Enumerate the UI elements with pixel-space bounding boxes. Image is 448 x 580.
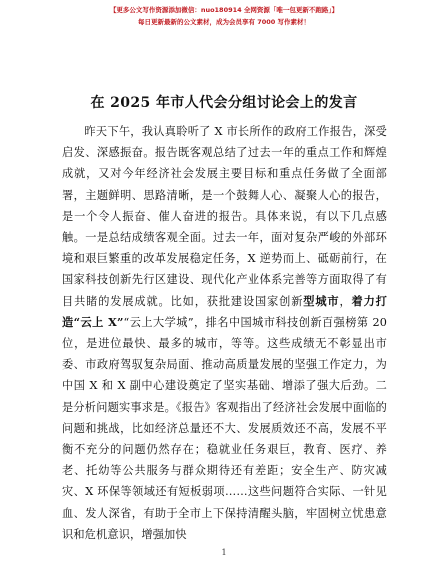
body-text-part-2: ， [339,294,352,308]
body-bold-2: 着力打造“云上 X” [62,293,388,329]
promo-banner [0,4,448,28]
body-paragraph [62,121,387,545]
promo-line-2: 每日更新最新的公文素材，成为会员享有 7000 写作素材！ [137,18,311,26]
document-body [62,121,387,545]
body-text-part-1: 昨天下午，我认真聆听了 X 市长所作的政府工作报告，深受启发、深感振奋。报告既客观总结了过去一年的重点工作和辉煌成就，又对今年经济社会发展主要目标和重点任务做了全面部署，主题鲜明、思路清晰，是一个鼓舞人心、凝聚人心的报告，是一个令人振奋、催人奋进的报告。具体来说，有以下几点感触。一是总结成绩客观全面。过去一年，面对复杂严峻的外部环境和艰巨繁重的改革发展稳定任务，X 逆势而上、砥砺前行，在国家科技创新先行区建设、现代化产业体系完善等方面取得了有目共睹的发展成就。比如，获批建设国家创新 [62,125,387,308]
body-bold-1: 型城市 [303,293,340,308]
body-text-part-3: “云上大学城”，排名中国城市科技创新百强榜第 20 位，是进位最快、最多的城市，等等。这些成绩无不彰显出市委、市政府驾驭复杂局面、推动高质量发展的坚强工作定力，为中国 X 和 X 副中心建设奠定了坚实基础、增添了强大后劲。二是分析问题实事求是。《报告》客观指出了经济社会发展中面临的问题和挑战，比如经济总量还不大、发展质效还不高，发展不平衡不充分的问题仍然存在；稳就业任务艰巨，教育、医疗、养老、托幼等公共服务与群众期待还有差距；安全生产、防灾减灾、X 环保等领域还有短板弱项……这些问题符合实际、一针见血、发人深省，有助于全市上下保持清醒头脑，牢固树立忧患意识和危机意识，增强加快 [62,315,388,541]
page-number: 1 [221,548,227,557]
promo-line-1: 【更多公文写作资源添加微信：nuo180914 全网资源「唯一包更新不跑路」】 [109,6,339,14]
document-title: 在 2025 年市人代会分组讨论会上的发言 [90,95,358,111]
